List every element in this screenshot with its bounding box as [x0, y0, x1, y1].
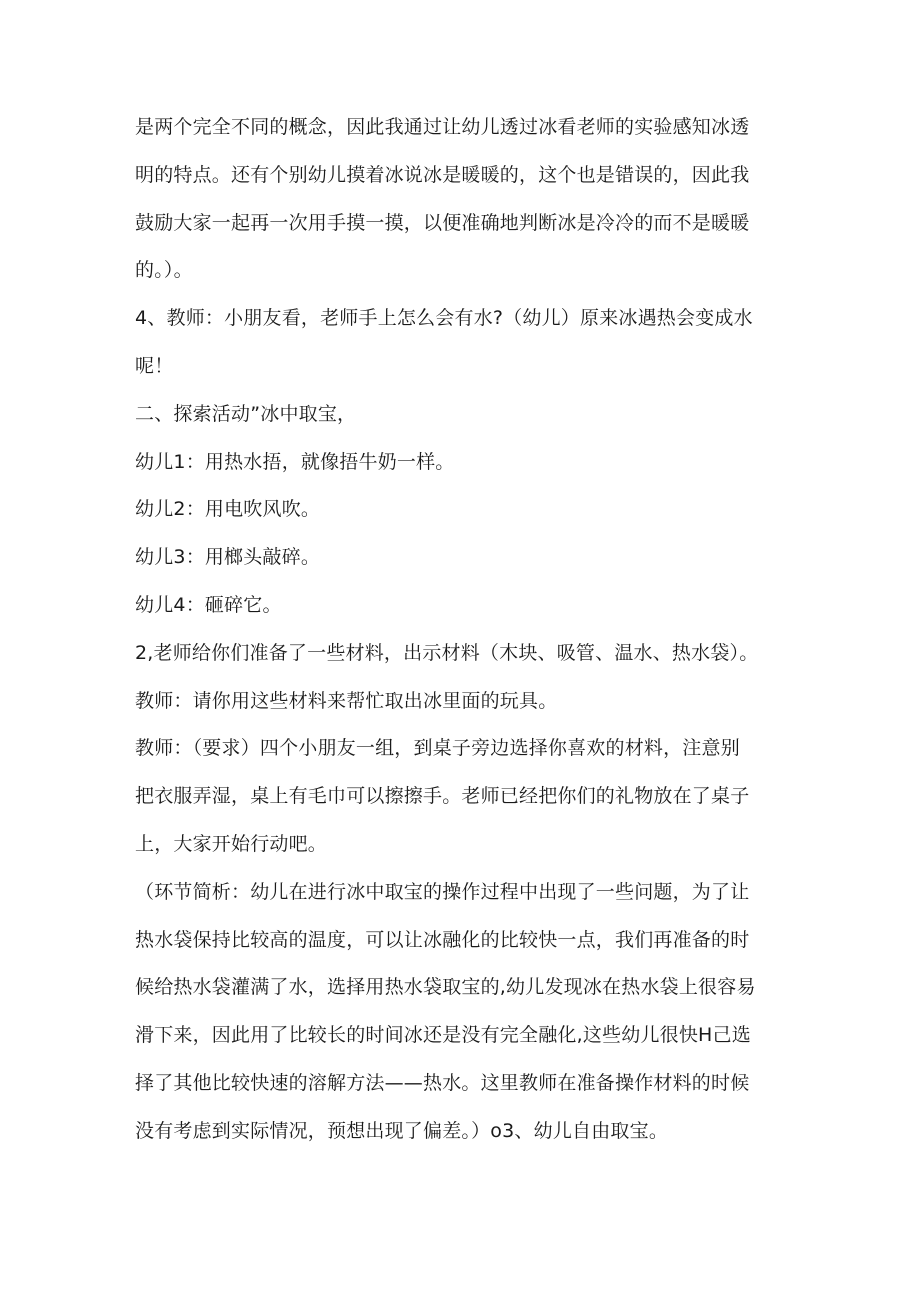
- text-line: 候给热水袋灌满了水，选择用热水袋取宝的,幼儿发现冰在热水袋上很容易: [135, 976, 756, 999]
- text-line: 滑下来，因此用了比较长的时间冰还是没有完全融化,这些幼儿很快H己选: [135, 1024, 751, 1047]
- text-line: 没有考虑到实际情况，预想出现了偏差。）o3、幼儿自由取宝。: [135, 1119, 669, 1142]
- text-line: 呢！: [135, 354, 174, 377]
- text-line: 热水袋保持比较高的温度，可以让冰融化的比较快一点，我们再准备的时: [135, 928, 750, 951]
- text-line: 上，大家开始行动吧。: [135, 832, 328, 855]
- text-line: 择了其他比较快速的溶解方法——热水。这里教师在准备操作材料的时候: [135, 1071, 750, 1094]
- section-heading: 二、探索活动”冰中取宝，: [135, 402, 357, 425]
- text-line: （环节简析：幼儿在进行冰中取宝的操作过程中出现了一些问题，为了让: [135, 880, 750, 903]
- text-line: 幼儿4：砸碎它。: [135, 593, 282, 616]
- text-line: 的。）。: [135, 259, 193, 282]
- text-line: 4、教师：小朋友看，老师手上怎么会有水?（幼儿）原来冰遇热会变成水: [135, 307, 753, 330]
- text-line: 幼儿3：用榔头敲碎。: [135, 546, 321, 569]
- text-line: 鼓励大家一起再一次用手摸一摸，以便准确地判断冰是冷冷的而不是暖暖: [135, 211, 750, 234]
- text-line: 幼儿2：用电吹风吹。: [135, 498, 321, 521]
- document-body: [135, 104, 785, 1156]
- text-line: 是两个完全不同的概念，因此我通过让幼儿透过冰看老师的实验感知冰透: [135, 116, 750, 138]
- text-line: 2,老师给你们准备了一些材料，出示材料（木块、吸管、温水、热水袋）。: [135, 641, 759, 664]
- text-line: 教师：请你用这些材料来帮忙取出冰里面的玩具。: [135, 689, 558, 712]
- text-line: 教师：（要求）四个小朋友一组，到桌子旁边选择你喜欢的材料，注意别: [135, 737, 740, 760]
- text-line: 幼儿1：用热水捂，就像捂牛奶一样。: [135, 450, 455, 473]
- text-line: 把衣服弄湿，桌上有毛巾可以擦擦手。老师已经把你们的礼物放在了桌子: [135, 785, 750, 808]
- text-line: 明的特点。还有个别幼儿摸着冰说冰是暖暖的，这个也是错误的，因此我: [135, 163, 750, 186]
